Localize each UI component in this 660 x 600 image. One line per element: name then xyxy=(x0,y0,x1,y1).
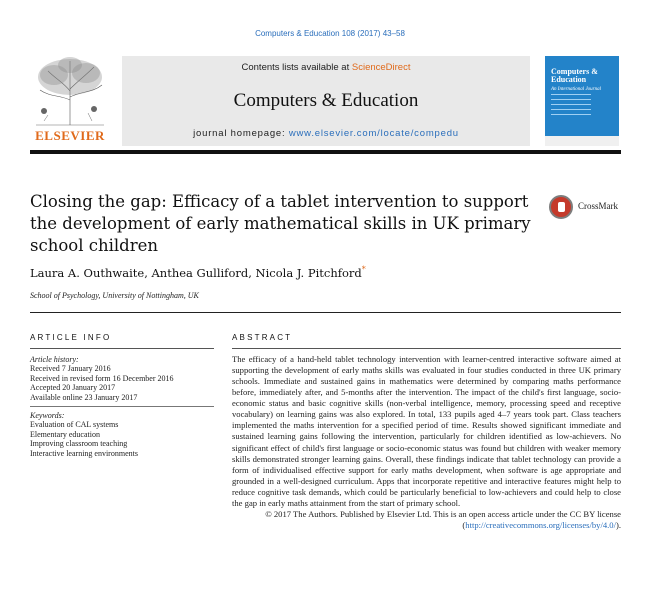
keyword-item: Interactive learning environments xyxy=(30,448,138,458)
author-list xyxy=(30,265,366,280)
cover-title: Computers & Education An International Journal xyxy=(551,67,601,92)
journal-reference[interactable]: Computers & Education 108 (2017) 43–58 xyxy=(255,29,405,38)
crossmark-label: CrossMark xyxy=(578,201,618,211)
homepage-line xyxy=(122,128,530,139)
crossmark-icon xyxy=(549,195,573,219)
header-divider xyxy=(30,150,621,154)
author-names: Laura A. Outhwaite, Anthea Gulliford, Nicola J. Pitchford xyxy=(30,265,362,280)
article-info-heading: ARTICLE INFO xyxy=(30,333,112,342)
journal-homepage-link[interactable]: www.elsevier.com/locate/compedu xyxy=(288,128,459,139)
journal-cover-thumbnail xyxy=(545,56,619,146)
contents-prefix: Contents lists available at xyxy=(241,62,352,73)
elsevier-wordmark: ELSEVIER xyxy=(35,128,105,143)
cover-footer xyxy=(545,136,619,146)
abstract-rule xyxy=(232,348,621,349)
journal-name: Computers & Education xyxy=(233,90,419,111)
keyword-item: Improving classroom teaching xyxy=(30,439,128,449)
history-label: Article history: xyxy=(30,355,79,364)
abstract-body xyxy=(232,354,621,531)
article-info-panel xyxy=(30,355,214,458)
affiliation: School of Psychology, University of Nottingham, UK xyxy=(30,291,199,300)
cover-text-lines xyxy=(551,94,591,119)
article-title: Closing the gap: Efficacy of a tablet intervention to support the development of early mathematical skills in UK primary school children xyxy=(30,192,531,255)
keyword-item: Evaluation of CAL systems xyxy=(30,420,119,430)
history-item: Available online 23 January 2017 xyxy=(30,392,138,402)
copyright-notice: © 2017 The Authors. Published by Elsevier Ltd. This is an open access article under the CC BY license (http://creativecommons.org/licenses/by/4.0/). xyxy=(265,508,621,530)
history-item: Accepted 20 January 2017 xyxy=(30,383,116,393)
license-link[interactable]: http://creativecommons.org/licenses/by/4.0/ xyxy=(465,519,616,530)
sciencedirect-link[interactable]: ScienceDirect xyxy=(351,62,411,73)
corresponding-author-mark[interactable]: * xyxy=(361,265,366,274)
keyword-item: Elementary education xyxy=(30,429,100,439)
article-info-rule xyxy=(30,348,214,349)
history-item: Received 7 January 2016 xyxy=(30,364,111,374)
keywords-label: Keywords: xyxy=(30,411,65,421)
homepage-prefix: journal homepage: xyxy=(193,128,289,139)
history-item: Received in revised form 16 December 2016 xyxy=(30,373,174,383)
contents-line xyxy=(122,62,530,73)
abstract-text: The efficacy of a hand-held tablet technology intervention with learner-centred interactive software aimed at supporting the development of early maths skills was evaluated in four studies conducted in three UK primary schools. Immediate and sustained gains in mathematics were determined by comparing maths performance before, immediately after, and 5-months after the intervention. The impact of the child's first language, socio-economic status and basic cognitive skills (non-verbal intelligence, memory, processing speed and receptive vocabulary) on learning gains was also explored. In total, 133 pupils aged 4–7 years took part. Class teachers implemented the maths intervention for a specified period of time. Results showed significant immediate and sustained learning gains following the intervention, particularly for children identified as low-achievers. No significant effect of child's first language or socio-economic status was found but children with weaker memory skills demonstrated stronger learning gains. Overall, these findings indicate that tablet technology can provide a form of individualised effective support for early maths development, when software is age appropriate and grounded in a well-designed curriculum. Apps that incorporate repetitive and interactive features might help to reduce cognitive task demands, which could be particularly beneficial to low-achievers and could help to close the gap in early maths attainment from the start of primary school. xyxy=(232,354,621,508)
crossmark-badge[interactable] xyxy=(549,195,629,219)
journal-masthead xyxy=(122,56,530,146)
abstract-heading: ABSTRACT xyxy=(232,333,293,342)
info-divider xyxy=(30,406,214,407)
section-divider xyxy=(30,312,621,313)
